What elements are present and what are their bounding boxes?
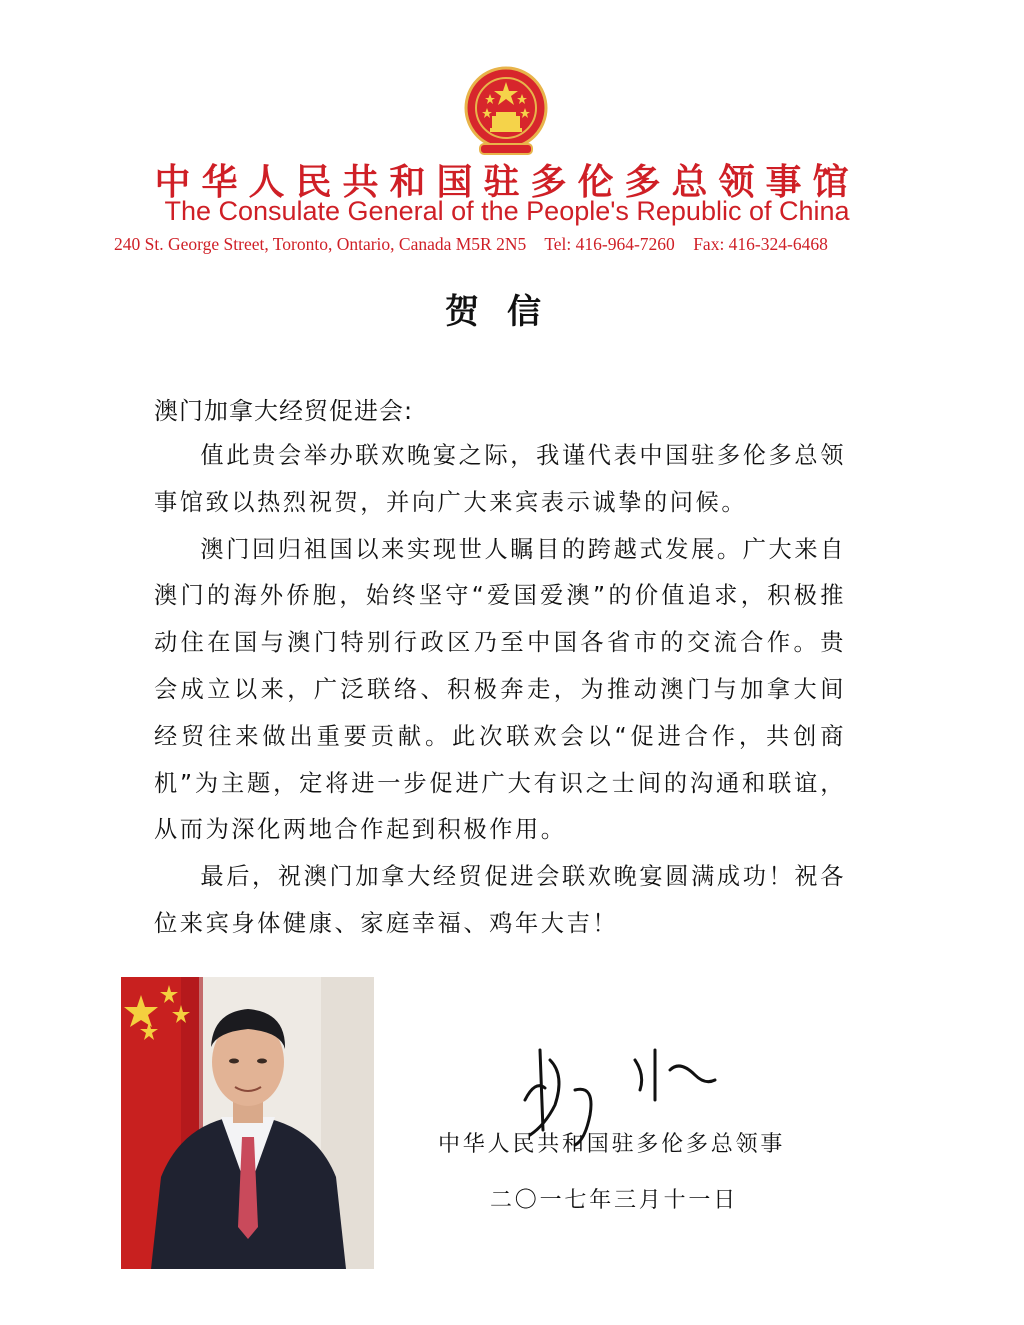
contact-line (114, 234, 842, 255)
address-text: 240 St. George Street, Toronto, Ontario, Canada M5R 2N5 (114, 234, 527, 254)
salutation: 澳门加拿大经贸促进会: (154, 397, 414, 425)
letter-date: 二〇一七年三月十一日 (490, 1188, 739, 1213)
tel-text: Tel: 416-964-7260 (544, 234, 675, 254)
letter-title: 贺信 (445, 292, 569, 332)
fax-text: Fax: 416-324-6468 (693, 234, 828, 254)
consul-portrait-photo (121, 977, 374, 1269)
org-name-chinese: 中华人民共和国驻多伦多总领事馆 (154, 161, 860, 203)
national-emblem-icon (460, 64, 552, 160)
paragraph-2: 澳门回归祖国以来实现世人瞩目的跨越式发展。广大来自澳门的海外侨胞，始终坚守“爱国爱澳”的价值追求，积极推动住在国与澳门特别行政区乃至中国各省市的交流合作。贵会成立以来，广泛联络、积极奔走，为推动澳门与加拿大间经贸往来做出重要贡献。此次联欢会以“促进合作，共创商机”为主题，定将进一步促进广大有识之士间的沟通和联谊，从而为深化两地合作起到积极作用。 (154, 535, 846, 844)
letter-body (154, 433, 846, 948)
org-name-english: The Consulate General of the People's Republic of China (164, 196, 850, 226)
paragraph-1: 值此贵会举办联欢晚宴之际，我谨代表中国驻多伦多总领事馆致以热烈祝贺，并向广大来宾表示诚挚的问候。 (154, 442, 846, 516)
paragraph-3: 最后，祝澳门加拿大经贸促进会联欢晚宴圆满成功！祝各位来宾身体健康、家庭幸福、鸡年大吉！ (154, 863, 846, 937)
signer-title: 中华人民共和国驻多伦多总领事 (438, 1132, 786, 1157)
